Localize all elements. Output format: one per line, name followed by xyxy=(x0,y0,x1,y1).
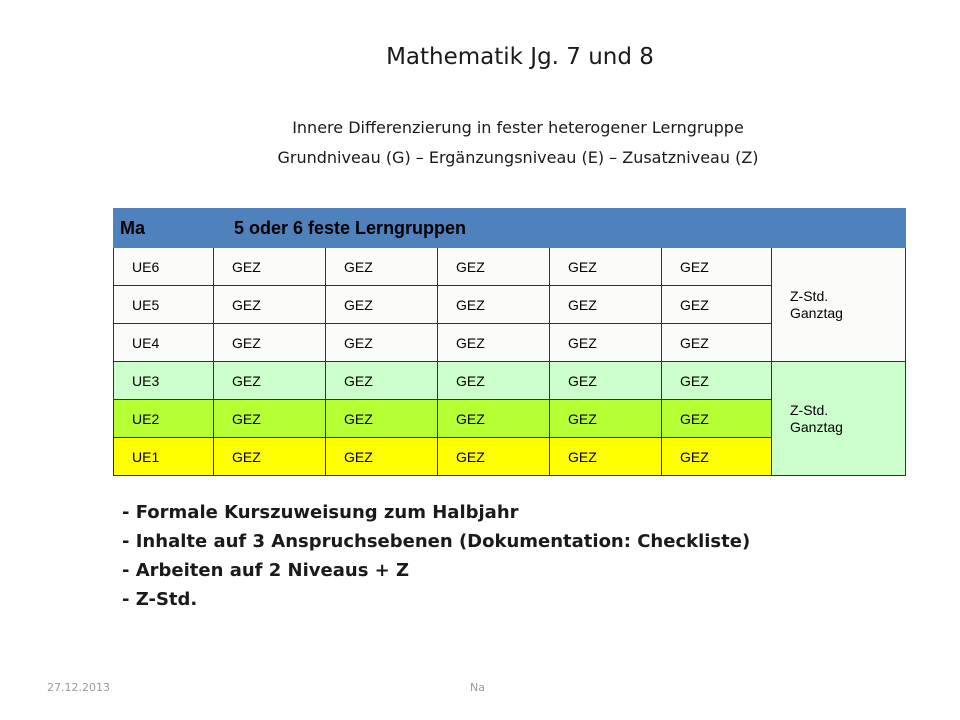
bullet-item: - Inhalte auf 3 Anspruchsebenen (Dokumentation: Checkliste) xyxy=(122,531,751,552)
row-label: UE1 xyxy=(114,438,214,476)
table-cell: GEZ xyxy=(662,248,772,286)
bullet-item: - Arbeiten auf 2 Niveaus + Z xyxy=(122,560,410,581)
table-cell: GEZ xyxy=(662,324,772,362)
table-header-row xyxy=(114,209,906,248)
subtitle-line-2: Grundniveau (G) – Ergänzungsniveau (E) – Zusatzniveau (Z) xyxy=(277,148,759,167)
table-cell: GEZ xyxy=(214,248,326,286)
header-subject: Ma xyxy=(114,209,214,248)
bullet-item: - Formale Kurszuweisung zum Halbjahr xyxy=(122,502,519,523)
table-cell: GEZ xyxy=(438,400,550,438)
zstd-upper-line2: Ganztag xyxy=(790,304,843,321)
table-cell: GEZ xyxy=(550,400,662,438)
table-cell: GEZ xyxy=(438,324,550,362)
bullet-list xyxy=(122,500,750,616)
table-cell: GEZ xyxy=(214,286,326,324)
learning-groups-table xyxy=(113,208,906,476)
row-label: UE2 xyxy=(114,400,214,438)
table-cell: GEZ xyxy=(326,286,438,324)
footer-author: Na xyxy=(470,681,485,694)
row-label: UE6 xyxy=(114,248,214,286)
table-cell: GEZ xyxy=(662,438,772,476)
bullet-item: - Z-Std. xyxy=(122,589,198,610)
table-row xyxy=(114,362,906,400)
header-groups: 5 oder 6 feste Lerngruppen xyxy=(214,209,906,248)
table-cell: GEZ xyxy=(326,248,438,286)
zstd-lower-cell xyxy=(772,362,906,476)
table-cell: GEZ xyxy=(438,362,550,400)
table-cell: GEZ xyxy=(438,286,550,324)
table-cell: GEZ xyxy=(662,286,772,324)
table-cell: GEZ xyxy=(214,324,326,362)
table-cell: GEZ xyxy=(550,286,662,324)
table-cell: GEZ xyxy=(662,362,772,400)
table-cell: GEZ xyxy=(662,400,772,438)
table-cell: GEZ xyxy=(326,362,438,400)
zstd-upper-cell xyxy=(772,248,906,362)
row-label: UE5 xyxy=(114,286,214,324)
table-cell: GEZ xyxy=(326,324,438,362)
table-cell: GEZ xyxy=(438,438,550,476)
table-cell: GEZ xyxy=(550,362,662,400)
table-cell: GEZ xyxy=(326,438,438,476)
zstd-upper-line1: Z-Std. xyxy=(790,287,829,304)
table-cell: GEZ xyxy=(550,438,662,476)
table-cell: GEZ xyxy=(550,324,662,362)
zstd-lower-line1: Z-Std. xyxy=(790,401,829,418)
table-cell: GEZ xyxy=(438,248,550,286)
table-cell: GEZ xyxy=(326,400,438,438)
subtitle-line-1: Innere Differenzierung in fester heterogener Lerngruppe xyxy=(292,118,744,137)
row-label: UE4 xyxy=(114,324,214,362)
row-label: UE3 xyxy=(114,362,214,400)
footer-date: 27.12.2013 xyxy=(47,681,110,694)
table-cell: GEZ xyxy=(550,248,662,286)
zstd-lower-line2: Ganztag xyxy=(790,418,843,435)
slide-title: Mathematik Jg. 7 und 8 xyxy=(386,44,654,70)
table-cell: GEZ xyxy=(214,400,326,438)
table-cell: GEZ xyxy=(214,438,326,476)
table-cell: GEZ xyxy=(214,362,326,400)
table-row xyxy=(114,248,906,286)
